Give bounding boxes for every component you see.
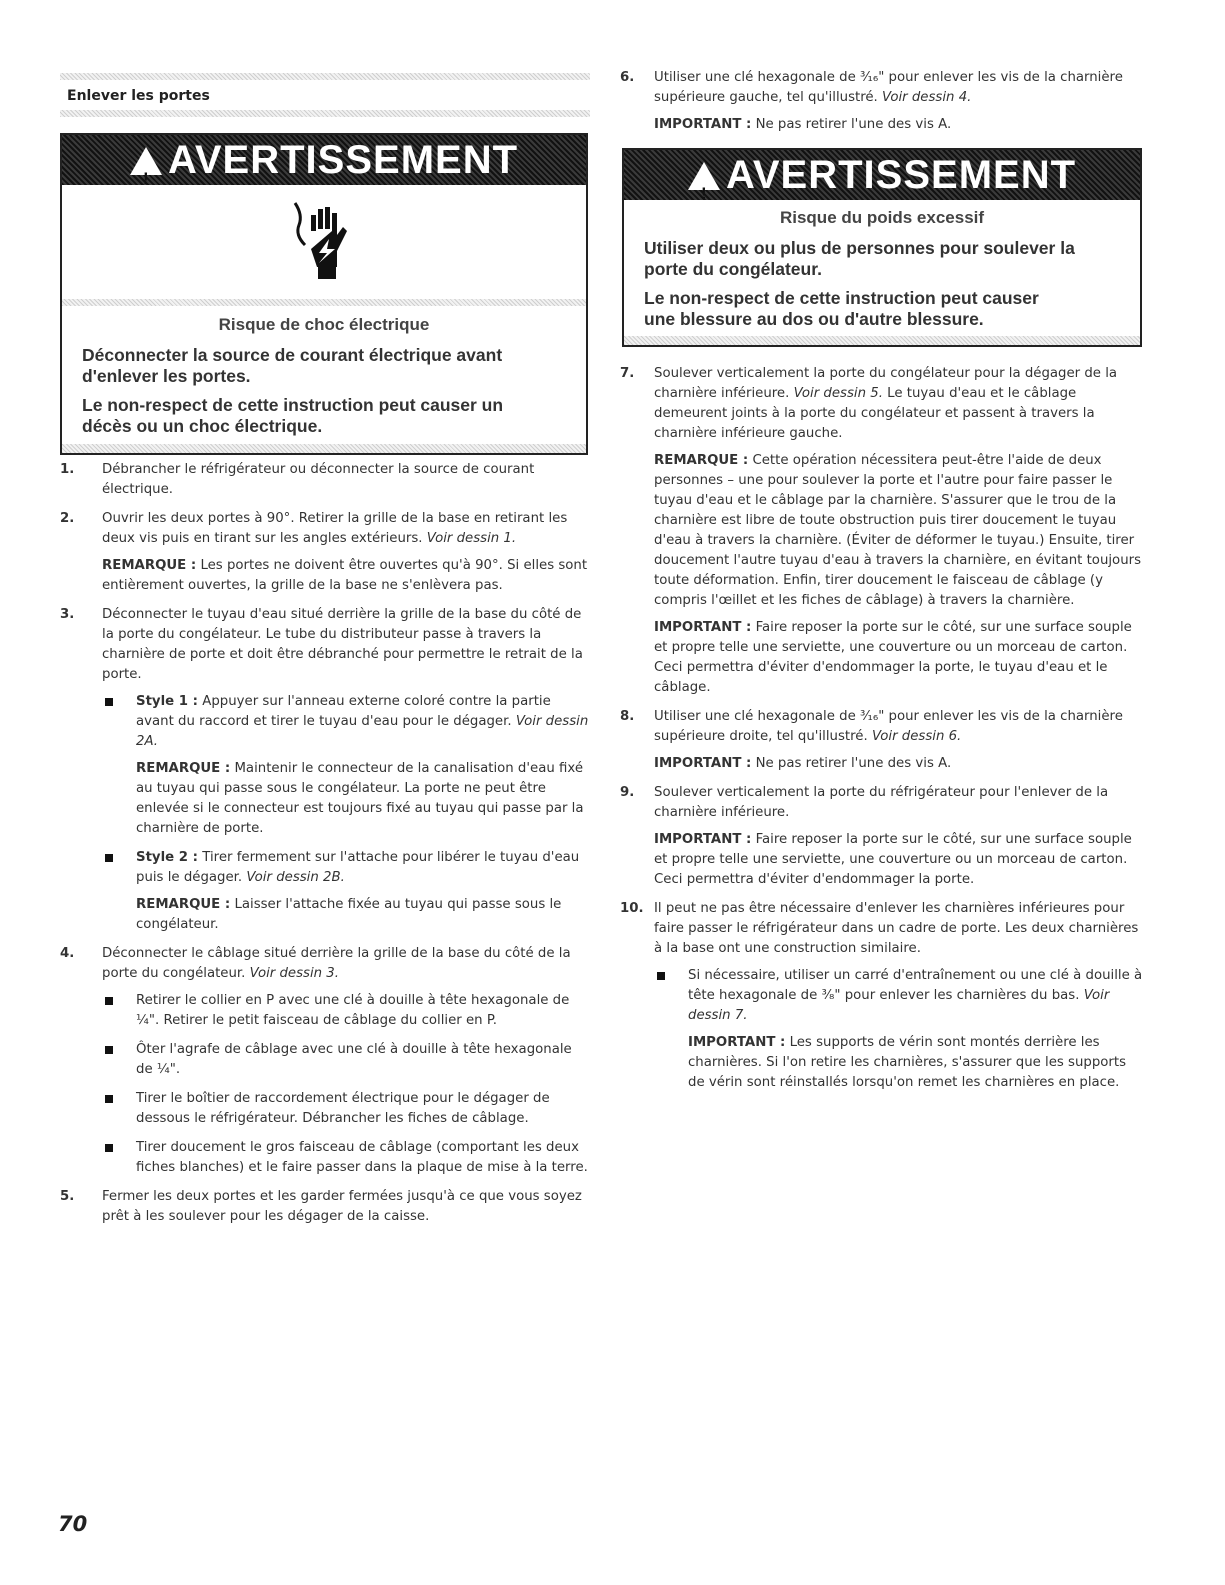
electric-shock-hand-icon bbox=[289, 201, 359, 283]
warning-footer-rule bbox=[624, 336, 1140, 345]
risk-title: Risque du poids excessif bbox=[779, 208, 985, 227]
step-text: Ouvrir les deux portes à 90°. Retirer la grille de la base en retirant les deux vis puis en tirant sur les angles extérieurs. bbox=[102, 511, 568, 546]
step-text: Déconnecter le tuyau d'eau situé derrière la grille de la base du côté de la porte du congélateur. Le tube du distributeur passe à travers la charnière de porte et doit être débranché pour permettre le retrait de la porte. bbox=[102, 607, 583, 682]
figure-reference: Voir dessin 2A. bbox=[136, 714, 589, 749]
figure-reference: Voir dessin 1. bbox=[426, 531, 517, 546]
bullet-text: Tirer doucement le gros faisceau de câblage (comportant les deux fiches blanches) et le faire passer dans la plaque de mise à la terre. bbox=[136, 1140, 588, 1175]
step-9 bbox=[620, 783, 1145, 890]
step-text: Débrancher le réfrigérateur ou déconnecter la source de courant électrique. bbox=[102, 462, 535, 497]
warning-body bbox=[62, 315, 586, 445]
step-4 bbox=[60, 944, 590, 1178]
step-number: 3. bbox=[60, 607, 75, 622]
warning-header bbox=[624, 150, 1140, 203]
step-10 bbox=[620, 899, 1145, 1093]
important-text: Ne pas retirer l'une des vis A. bbox=[755, 117, 952, 132]
step-6-block bbox=[620, 68, 1145, 144]
bullet-label: Style 1 : bbox=[136, 694, 199, 709]
important-text: Les supports de vérin sont montés derrière les charnières. Si l'on retire les charnières, s'assurer que les supports de vérin sont réinstallés lorsqu'on remet les charnières en place. bbox=[688, 1035, 1127, 1090]
step-text: Soulever verticalement la porte du congélateur pour la dégager de la charnière inférieure. bbox=[654, 366, 1118, 401]
warning-consequence: Le non-respect de cette instruction peut causer un décès ou un choc électrique. bbox=[82, 395, 504, 436]
step-text: Utiliser une clé hexagonale de ³⁄₁₆" pour enlever les vis de la charnière supérieure droite, tel qu'illustré. bbox=[654, 709, 1123, 744]
step-3 bbox=[60, 605, 590, 935]
warning-header-text: AVERTISSEMENT bbox=[725, 153, 1077, 197]
step-text: Soulever verticalement la porte du réfrigérateur pour l'enlever de la charnière inférieure. bbox=[654, 785, 1109, 820]
step-number: 1. bbox=[60, 462, 75, 477]
important-label: IMPORTANT : bbox=[654, 832, 752, 847]
list-item bbox=[102, 1138, 590, 1178]
important-text: Faire reposer la porte sur le côté, sur une surface souple et propre telle une serviette, une couverture ou un morceau de carton. Ceci permettra d'éviter d'endommager la porte, le tuyau d'eau et le câblage. bbox=[654, 620, 1132, 695]
important-text: Ne pas retirer l'une des vis A. bbox=[755, 756, 952, 771]
step-number: 9. bbox=[620, 785, 635, 800]
step-5 bbox=[60, 1187, 590, 1227]
step-text-continued: Le tuyau d'eau et le câblage demeurent joints à la porte du congélateur et passent à travers la charnière inférieure gauche. bbox=[654, 386, 1095, 441]
step-8 bbox=[620, 707, 1145, 774]
warning-triangle-icon: ! bbox=[688, 162, 720, 190]
section-title: Enlever les portes bbox=[67, 88, 210, 104]
warning-instruction: Déconnecter la source de courant électrique avant d'enlever les portes. bbox=[82, 345, 503, 386]
step-text: Il peut ne pas être nécessaire d'enlever les charnières inférieures pour faire passer le réfrigérateur dans un cadre de porte. Les deux charnières à la base ont une construction similaire. bbox=[654, 901, 1139, 956]
list-item bbox=[102, 1040, 590, 1080]
step-text: Utiliser une clé hexagonale de ³⁄₁₆" pour enlever les vis de la charnière supérieure gauche, tel qu'illustré. bbox=[654, 70, 1123, 105]
step-6 bbox=[620, 68, 1145, 135]
note-text: Laisser l'attache fixée au tuyau qui passe sous le congélateur. bbox=[136, 897, 562, 932]
page-number: 70 bbox=[58, 1512, 88, 1536]
list-item bbox=[102, 1089, 590, 1129]
important-label: IMPORTANT : bbox=[688, 1035, 786, 1050]
section-rule-top bbox=[60, 73, 590, 80]
important-label: IMPORTANT : bbox=[654, 756, 752, 771]
bullet-square-icon bbox=[105, 1144, 113, 1152]
style-2-bullet bbox=[102, 848, 590, 935]
figure-reference: Voir dessin 2B. bbox=[246, 870, 345, 885]
warning-header-text: AVERTISSEMENT bbox=[167, 138, 519, 182]
step-number: 2. bbox=[60, 511, 75, 526]
style-1-bullet bbox=[102, 692, 590, 839]
excessive-weight-warning bbox=[622, 148, 1142, 347]
bullet-text: Retirer le collier en P avec une clé à douille à tête hexagonale de ¼". Retirer le petit faisceau de câblage du collier en P. bbox=[136, 993, 570, 1028]
step-number: 10. bbox=[620, 901, 644, 916]
list-item bbox=[654, 966, 1145, 1093]
steps-list-left bbox=[60, 460, 590, 1236]
note-text: Maintenir le connecteur de la canalisation d'eau fixé au tuyau qui passe sous le congélateur. La porte ne peut être enlevée si le connecteur est toujours fixé au tuyau qui passe par la charnière de porte. bbox=[136, 761, 584, 836]
bullet-text: Si nécessaire, utiliser un carré d'entraînement ou une clé à douille à tête hexagonale de ³⁄₈" pour enlever les charnières du bas. bbox=[688, 968, 1143, 1003]
note-text: Les portes ne doivent être ouvertes qu'à 90°. Si elles sont entièrement ouvertes, la grille de la base ne s'enlèvera pas. bbox=[102, 558, 588, 593]
important-label: IMPORTANT : bbox=[654, 117, 752, 132]
electric-shock-warning bbox=[60, 133, 588, 455]
step-number: 6. bbox=[620, 70, 635, 85]
bullet-square-icon bbox=[105, 997, 113, 1005]
step-2 bbox=[60, 509, 590, 596]
note-text: Cette opération nécessitera peut-être l'aide de deux personnes – une pour soulever la porte et l'autre pour faire passer le tuyau d'eau et le câblage par la charnière. S'assurer que le trou de la charnière est libre de toute obstruction puis tirer doucement le tuyau d'eau à travers la charnière. (Éviter de déformer le tuyau.) Ensuite, tirer doucement l'autre tuyau d'eau à travers la charnière, en évitant toujours toute déformation. Enfin, tirer doucement le faisceau de câblage (y compris l'œillet et les fiches de câblage) à travers la charnière. bbox=[654, 453, 1142, 608]
bullet-text: Appuyer sur l'anneau externe coloré contre la partie avant du raccord et tirer le tuyau d'eau pour le dégager. bbox=[136, 694, 551, 729]
important-label: IMPORTANT : bbox=[654, 620, 752, 635]
warning-consequence: Le non-respect de cette instruction peut causer une blessure au dos ou d'autre blessure. bbox=[644, 288, 1039, 329]
bullet-square-icon bbox=[105, 698, 113, 706]
figure-reference: Voir dessin 3. bbox=[249, 966, 339, 981]
bullet-square-icon bbox=[105, 1046, 113, 1054]
bullet-text: Tirer le boîtier de raccordement électrique pour le dégager de dessous le réfrigérateur. Débrancher les fiches de câblage. bbox=[136, 1091, 550, 1126]
steps-list-right bbox=[620, 364, 1145, 1102]
note-label: REMARQUE : bbox=[102, 558, 197, 573]
step-text: Déconnecter le câblage situé derrière la grille de la base du côté de la porte du congélateur. bbox=[102, 946, 571, 981]
warning-header bbox=[62, 135, 586, 188]
bullet-square-icon bbox=[105, 854, 113, 862]
bullet-square-icon bbox=[105, 1095, 113, 1103]
warning-divider bbox=[62, 299, 586, 306]
figure-reference: Voir dessin 7. bbox=[688, 988, 1110, 1023]
step-number: 4. bbox=[60, 946, 75, 961]
important-text: Faire reposer la porte sur le côté, sur une surface souple et propre telle une serviette, une couverture ou un morceau de carton. Ceci permettra d'éviter d'endommager la porte. bbox=[654, 832, 1132, 887]
figure-reference: Voir dessin 6. bbox=[871, 729, 962, 744]
risk-title: Risque de choc électrique bbox=[218, 315, 430, 334]
warning-footer-rule bbox=[62, 444, 586, 453]
list-item bbox=[102, 991, 590, 1031]
step-number: 8. bbox=[620, 709, 635, 724]
bullet-square-icon bbox=[657, 972, 665, 980]
warning-triangle-icon: ! bbox=[130, 147, 162, 175]
note-label: REMARQUE : bbox=[136, 761, 231, 776]
step-7 bbox=[620, 364, 1145, 698]
warning-body bbox=[624, 200, 1140, 330]
bullet-text: Ôter l'agrafe de câblage avec une clé à douille à tête hexagonale de ¼". bbox=[136, 1042, 572, 1077]
note-label: REMARQUE : bbox=[654, 453, 749, 468]
warning-instruction: Utiliser deux ou plus de personnes pour soulever la porte du congélateur. bbox=[644, 238, 1075, 279]
bullet-label: Style 2 : bbox=[136, 850, 199, 865]
step-number: 7. bbox=[620, 366, 635, 381]
figure-reference: Voir dessin 4. bbox=[882, 90, 972, 105]
step-number: 5. bbox=[60, 1189, 75, 1204]
bullet-text: Tirer fermement sur l'attache pour libérer le tuyau d'eau puis le dégager. bbox=[136, 850, 580, 885]
figure-reference: Voir dessin 5. bbox=[793, 386, 883, 401]
note-label: REMARQUE : bbox=[136, 897, 231, 912]
step-1 bbox=[60, 460, 590, 500]
section-rule-bottom bbox=[60, 110, 590, 117]
step-text: Fermer les deux portes et les garder fermées jusqu'à ce que vous soyez prêt à les soulever pour les dégager de la caisse. bbox=[102, 1189, 582, 1224]
